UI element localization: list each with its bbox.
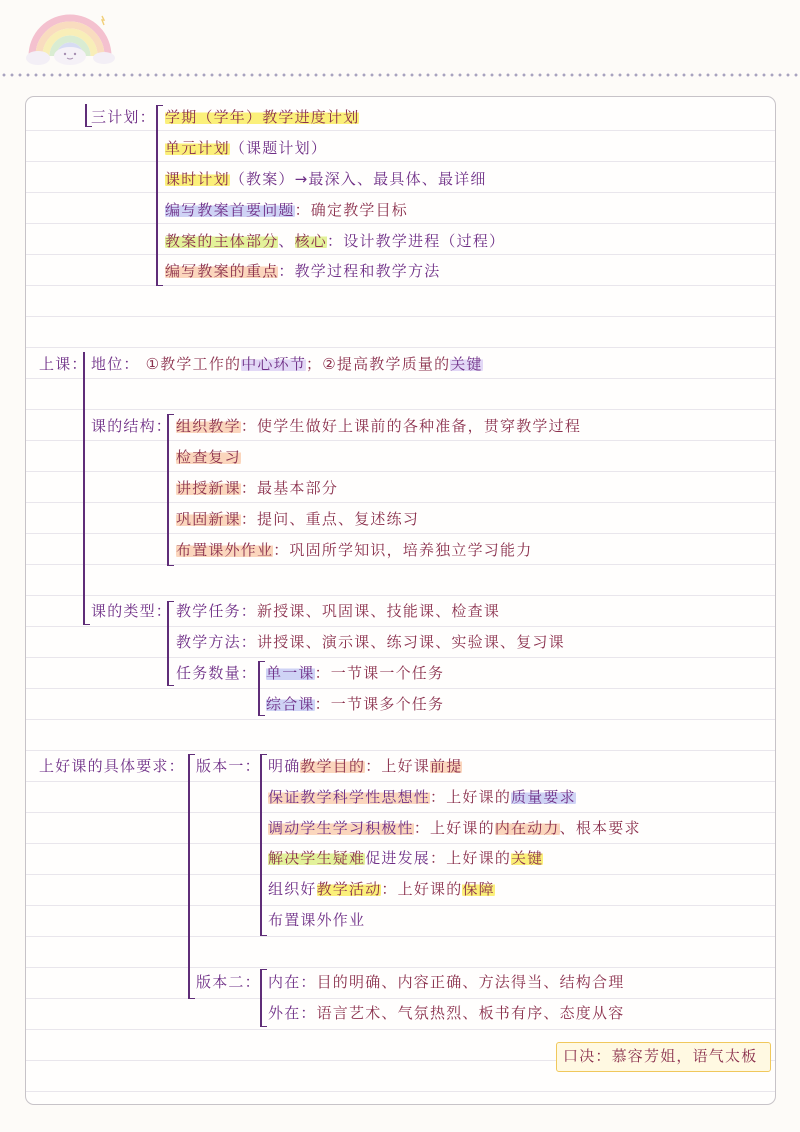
version-2-label: 版本二： bbox=[196, 973, 261, 991]
mnemonic-text: 口决：慕容芳姐，语气太板 bbox=[563, 1047, 758, 1065]
section-class-label: 上课： bbox=[39, 355, 88, 373]
dotted-divider bbox=[0, 73, 800, 77]
structure-5: 布置课外作业：巩固所学知识，培养独立学习能力 bbox=[176, 541, 533, 559]
v1-line-3: 调动学生学习积极性：上好课的内在动力、根本要求 bbox=[268, 819, 641, 837]
v2-line-1: 内在：目的明确、内容正确、方法得当、结构合理 bbox=[268, 973, 625, 991]
plan-line-4: 编写教案首要问题：确定教学目标 bbox=[165, 201, 409, 219]
v1-line-4: 解决学生疑难促进发展：上好课的关键 bbox=[268, 849, 544, 867]
section-requirements-label: 上好课的具体要求： bbox=[39, 757, 185, 775]
quantity-combined: 综合课：一节课多个任务 bbox=[266, 695, 445, 713]
type-method: 教学方法：讲授课、演示课、练习课、实验课、复习课 bbox=[176, 633, 565, 651]
bracket-requirements bbox=[188, 754, 195, 999]
bracket-plans-list bbox=[156, 105, 163, 286]
rainbow-cloud-icon bbox=[24, 10, 116, 66]
type-quantity: 任务数量： bbox=[176, 664, 258, 682]
structure-2: 检查复习 bbox=[176, 448, 241, 466]
bracket-version-1 bbox=[260, 754, 267, 936]
quantity-single: 单一课：一节课一个任务 bbox=[266, 664, 445, 682]
bracket-class bbox=[83, 352, 90, 625]
class-type-label: 课的类型： bbox=[91, 602, 173, 620]
bracket-structure bbox=[167, 414, 174, 566]
structure-4: 巩固新课：提问、重点、复述练习 bbox=[176, 510, 420, 528]
class-structure-label: 课的结构： bbox=[91, 417, 173, 435]
plan-line-6: 编写教案的重点：教学过程和教学方法 bbox=[165, 262, 441, 280]
bracket-three-plans bbox=[85, 104, 92, 127]
section-three-plans-label: 三计划： bbox=[91, 108, 156, 126]
plan-line-2: 单元计划（课题计划） bbox=[165, 139, 328, 157]
bracket-version-2 bbox=[260, 969, 267, 1027]
v2-line-2: 外在：语言艺术、气氛热烈、板书有序、态度从容 bbox=[268, 1004, 625, 1022]
mnemonic-box bbox=[556, 1042, 771, 1072]
class-position: 地位： ①教学工作的中心环节；②提高教学质量的关键 bbox=[91, 355, 483, 373]
structure-3: 讲授新课：最基本部分 bbox=[176, 479, 339, 497]
v1-line-5: 组织好教学活动：上好课的保障 bbox=[268, 880, 495, 898]
bracket-type bbox=[167, 601, 174, 686]
v1-line-2: 保证教学科学性思想性：上好课的质量要求 bbox=[268, 788, 576, 806]
plan-line-5: 教案的主体部分、核心：设计教学进程（过程） bbox=[165, 232, 506, 250]
structure-1: 组织教学：使学生做好上课前的各种准备，贯穿教学过程 bbox=[176, 417, 582, 435]
plan-line-1: 学期（学年）教学进度计划 bbox=[165, 108, 360, 126]
v1-line-1: 明确教学目的：上好课前提 bbox=[268, 757, 463, 775]
bracket-quantity bbox=[258, 661, 265, 716]
version-1-label: 版本一： bbox=[196, 757, 261, 775]
plan-line-3: 课时计划（教案）→最深入、最具体、最详细 bbox=[165, 170, 487, 188]
type-task: 教学任务：新授课、巩固课、技能课、检查课 bbox=[176, 602, 501, 620]
v1-line-6: 布置课外作业 bbox=[268, 911, 366, 929]
